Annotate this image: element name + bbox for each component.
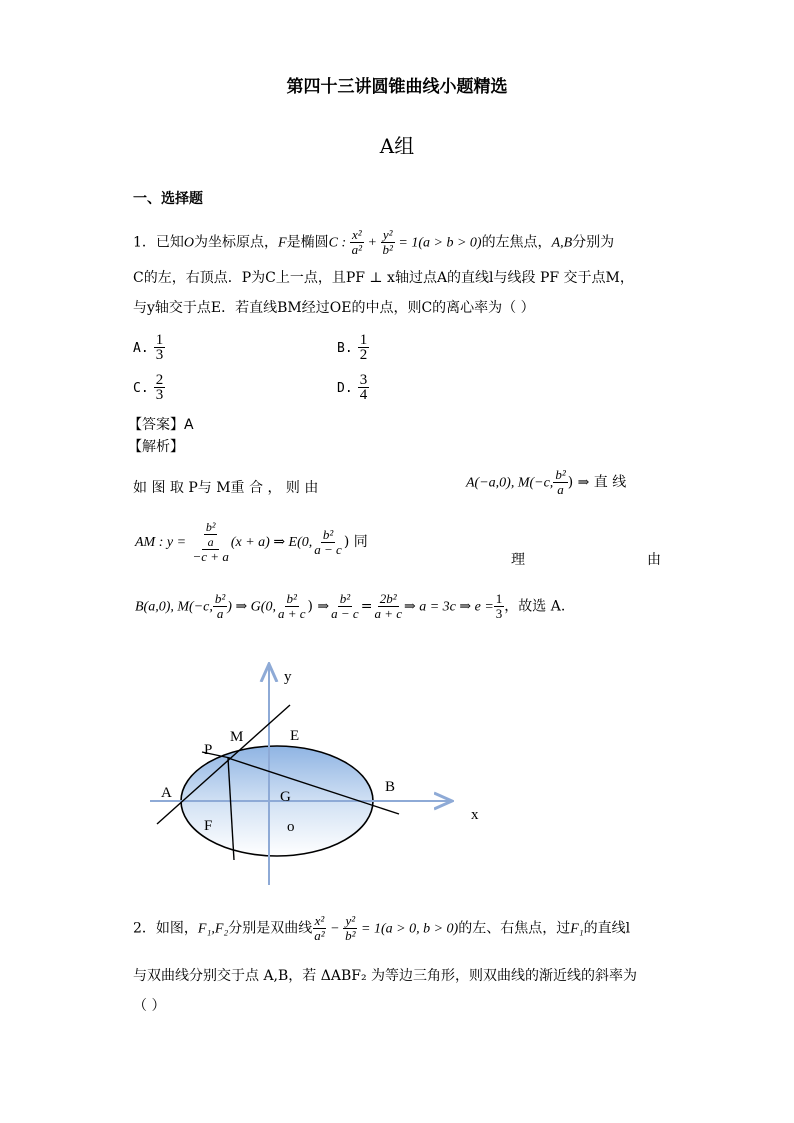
q2-line1: 2．如图，F₁,F₂分别是双曲线 $\frac{\text{x²}}{\text{a²}}$ − $\frac{\text{y²}}{\text{b²}}$ = 1(a > 0, b > 0)的左、右焦点，过F₁的直线l <box>133 913 631 943</box>
option-a[interactable]: A. $\frac{1}{3}$ <box>133 332 164 363</box>
solution-line2-li: 理 <box>511 552 525 568</box>
q2-line2: 与双曲线分别交于点 A,B，若 ΔABF₂ 为等边三角形，则双曲线的渐近线的斜率为 <box>133 968 638 984</box>
q2-line3: （ ） <box>133 998 166 1014</box>
solution-line3-math: B(a,0), M(−c, $\frac{\text{b²}}{a}$ ) ⇒ G(0, $\frac{\text{b²}}{a + c}$ ) ⇒ $\frac{\text{b²}}{a - c}$ = $\frac{\text{2b²}}{a + c}$ ⇒ a = 3c ⇒ e = $\frac{1}{3}$ ，故选 A. <box>135 591 566 621</box>
label-f: F <box>204 818 213 834</box>
label-b: B <box>385 779 396 795</box>
q1-line2: C的左，右顶点．P为C上一点，且PF ⊥ x轴过点A的直线l与线段 PF 交于点M， <box>133 270 634 286</box>
label-e: E <box>290 728 300 744</box>
analysis-label: 【解析】 <box>128 439 184 455</box>
page-title: 第四十三讲圆锥曲线小题精选 <box>286 77 508 97</box>
q1-line1: 1．已知O为坐标原点，F是椭圆C : $\frac{\text{x²}}{\text{a²}}$ + $\frac{\text{y²}}{\text{b²}}$ = 1(a > b > 0)的左焦点，A,B分别为 <box>133 227 615 257</box>
solution-line2-you: 由 <box>647 552 661 568</box>
label-g: G <box>280 789 291 805</box>
ellipse-figure <box>150 660 490 890</box>
group-heading: A组 <box>379 134 415 158</box>
section-heading: 一、选择题 <box>133 191 203 207</box>
option-d[interactable]: D. $\frac{3}{4}$ <box>337 372 368 403</box>
label-y: y <box>284 669 292 685</box>
q1-frac-y: $\frac{\text{y²}}{\text{b²}}$ <box>382 227 393 257</box>
q1-frac-x: $\frac{\text{x²}}{\text{a²}}$ <box>351 227 363 257</box>
solution-line2-math: AM : y = $\frac{\frac{\text{b²}}{a}}{-c + a}$ (x + a) ⇒ E(0, $\frac{\text{b²}}{a - c}$ ) 同 <box>135 520 368 564</box>
solution-line1-math: A(−a,0), M(−c, $\frac{\text{b²}}{a}$ ) ⇒ 直 线 <box>466 467 627 497</box>
label-m: M <box>230 729 244 745</box>
answer: 【答案】A <box>128 417 194 433</box>
label-x: x <box>471 807 479 823</box>
q1-line3: 与y轴交于点E．若直线BM经过OE的中点，则C的离心率为（ ） <box>133 300 535 316</box>
option-c[interactable]: C. $\frac{2}{3}$ <box>133 372 164 403</box>
label-a: A <box>161 785 172 801</box>
solution-line1-text: 如 图 取 P与 M重 合 ， 则 由 <box>133 480 319 496</box>
label-o: o <box>287 819 295 835</box>
label-p: P <box>204 742 213 758</box>
option-b[interactable]: B. $\frac{1}{2}$ <box>337 332 368 363</box>
